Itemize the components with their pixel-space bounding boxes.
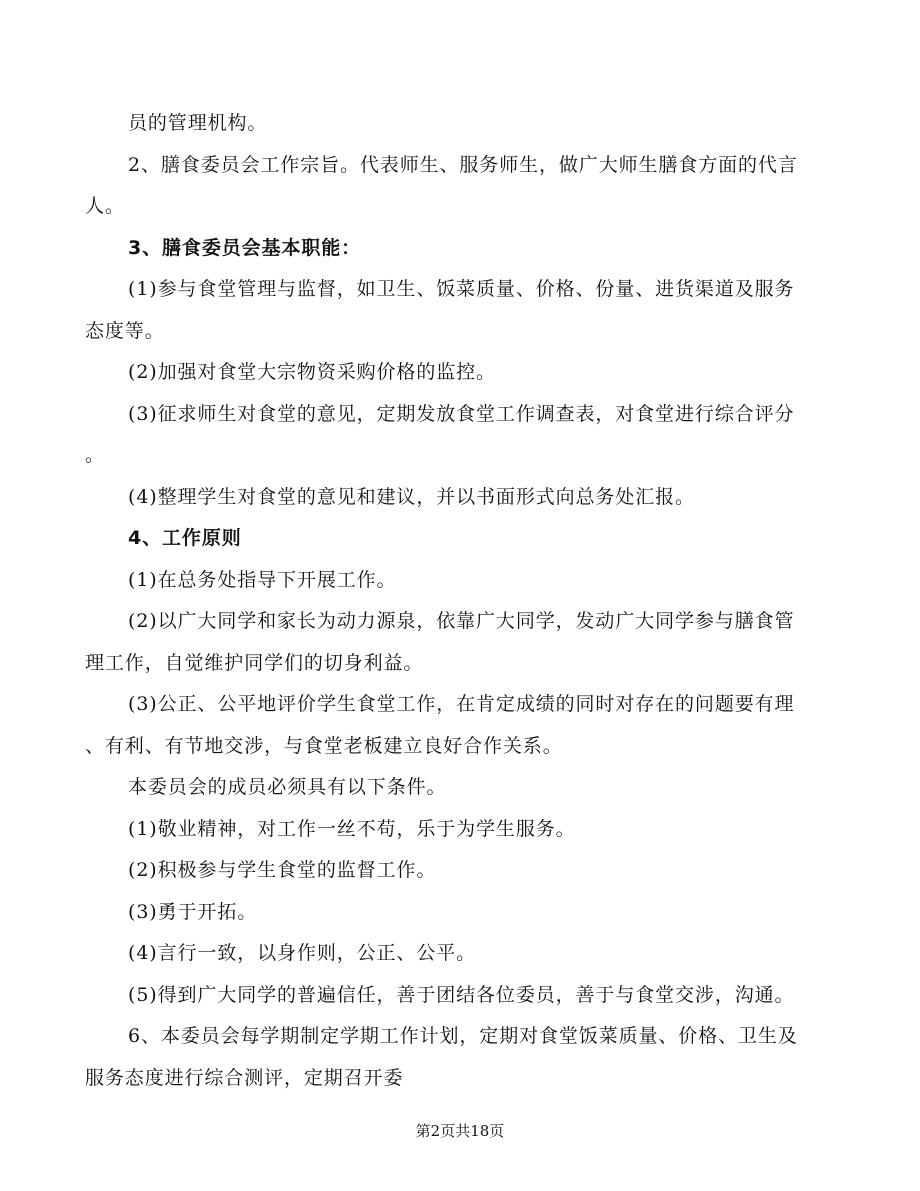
paragraph-line: 。 xyxy=(85,444,105,466)
paragraph-line: (1)在总务处指导下开展工作。 xyxy=(128,569,397,591)
paragraph-line: (3)公正、公平地评价学生食堂工作，在肯定成绩的同时对存在的问题要有理 xyxy=(128,693,795,715)
paragraph-line: (3)征求师生对食堂的意见，定期发放食堂工作调查表，对食堂进行综合评分 xyxy=(128,403,795,425)
paragraph-line: 理工作，自觉维护同学们的切身利益。 xyxy=(85,652,424,674)
paragraph-line: 6、本委员会每学期制定学期工作计划，定期对食堂饭菜质量、价格、卫生及 xyxy=(128,1025,798,1047)
page-number-footer: 第2页共18页 xyxy=(415,1122,505,1140)
section-heading: 3、膳食委员会基本职能： xyxy=(128,237,362,259)
paragraph-line: 态度等。 xyxy=(85,320,165,342)
section-heading: 4、工作原则 xyxy=(128,527,242,549)
paragraph-line: (4)言行一致，以身作则，公正、公平。 xyxy=(128,942,477,964)
paragraph-line: (2)加强对食堂大宗物资采购价格的监控。 xyxy=(128,361,496,383)
paragraph-line: 2、膳食委员会工作宗旨。代表师生、服务师生，做广大师生膳食方面的代言 xyxy=(128,154,798,176)
paragraph-line: (4)整理学生对食堂的意见和建议，并以书面形式向总务处汇报。 xyxy=(128,486,695,508)
paragraph-line: (3)勇于开拓。 xyxy=(128,901,258,923)
paragraph-line: (2)积极参与学生食堂的监督工作。 xyxy=(128,859,437,881)
paragraph-line: 员的管理机构。 xyxy=(128,112,268,134)
paragraph-line: 服务态度进行综合测评，定期召开委 xyxy=(85,1067,404,1089)
paragraph-line: (2)以广大同学和家长为动力源泉，依靠广大同学，发动广大同学参与膳食管 xyxy=(128,610,795,632)
paragraph-line: 本委员会的成员必须具有以下条件。 xyxy=(128,776,447,798)
paragraph-line: 人。 xyxy=(85,195,125,217)
paragraph-line: (1)敬业精神，对工作一丝不苟，乐于为学生服务。 xyxy=(128,818,576,840)
paragraph-line: 、有利、有节地交涉，与食堂老板建立良好合作关系。 xyxy=(85,735,563,757)
paragraph-line: (5)得到广大同学的普遍信任，善于团结各位委员，善于与食堂交涉，沟通。 xyxy=(128,984,795,1006)
paragraph-line: (1)参与食堂管理与监督，如卫生、饭菜质量、价格、份量、进货渠道及服务 xyxy=(128,278,795,300)
